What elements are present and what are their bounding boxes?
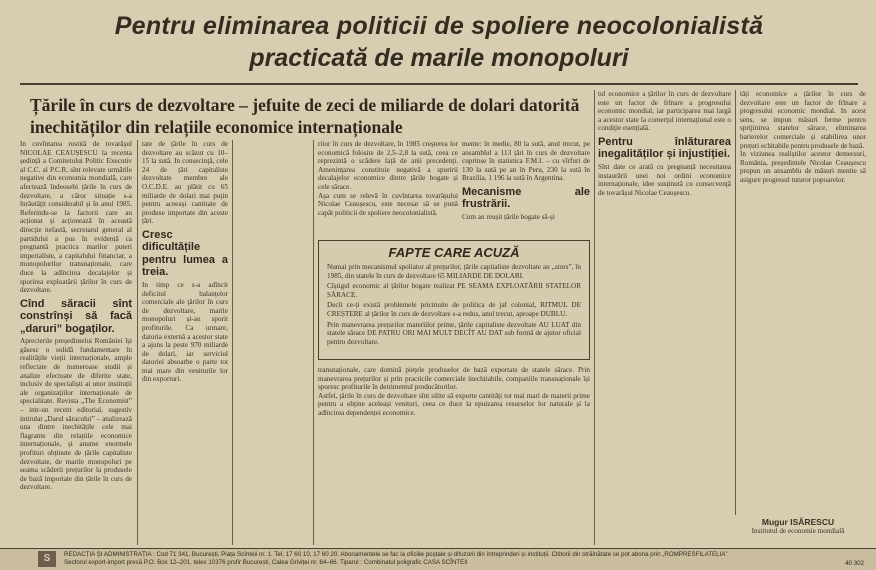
paragraph: In timp ce s-a adîncit deficitul balanțelor comerciale ale țărilor în curs de dezvoltare, marile monopoluri și-au sporit profiturile. Ca urmare, datoria externă a acestor state a ajuns la peste 970 miliarde de dolari, iar serviciul datoriei absoarbe o parte tot mai mare din veniturile lor din exporturi. xyxy=(142,280,228,384)
paragraph: Astfel, țările în curs de dezvoltare sînt silite să exporte cantități tot mai mari de materii prime pentru a obține aceleași venituri, ceea ce duce la epuizarea resurselor lor naturale și la adîncirea dependenței economice. xyxy=(318,391,590,417)
column-7 xyxy=(740,90,866,515)
paragraph: mente: în medie, 80 la sută, anul trecut, pe ansamblul a 113 țări în curs de dezvoltare cuprinse în statistica F.M.I. – cu vîrfuri de 130 la sută pe an în Peru, 230 la sută în Brazilia, 1 196 la sută în Argentina. xyxy=(462,140,590,183)
column-divider xyxy=(313,140,314,545)
paragraph: transnaționale, care domină piețele produselor de bază exportate de statele sărace. Prin manevrarea prețurilor și prin practicile comerciale inechitabile, companiile transnaționale își sporesc profiturile în detrimentul producătorilor. xyxy=(318,366,590,392)
section-heading: Pentru înlăturarea inegalităților și injustiției. xyxy=(598,135,731,161)
column-2 xyxy=(142,140,228,545)
column-6 xyxy=(598,90,731,545)
column-4 xyxy=(462,140,590,236)
paragraph: In viziunea realiștilor acestor demersuri, România, președintele Nicolae Ceaușescu propun un ansamblu de măsuri menite să asigure progresul tuturor popoarelor. xyxy=(740,150,866,184)
paragraph: Aprecierile președintelui României își găsesc o solidă fundamentare în realitățile vieții internaționale, ample reflectate de numeroase studii și analize efectuate de diferite state, inclusiv de specialiști ai unor instituții ale organizațiilor internaționale de specialitate. Revista „The Economist” – intr-un recent editorial, sugestiv intitulat „Darul săracului” – analizează una dintre inechitățile cele mai flagrante din relațiile economice internaționale, și anume enormele profituri obținute de țările capitaliste dezvoltate, de marile monopoluri pe seama scăderii prețurilor la produsele de bază importate din țările în curs de dezvoltare. xyxy=(20,337,132,492)
footer-text xyxy=(64,551,854,567)
column-divider xyxy=(232,140,233,545)
footer-line-1: REDACȚIA ȘI ADMINISTRAȚIA : Cod 71 341, București, Piața Scînteii nr. 1. Tel. 17 60 10, 17 60 20. Abonamentele se fac la oficiile poștale și difuzorii din întreprinderi și instituții. Cititorii din străinătate se pot abona prin „ROMPRESFILATELIA” xyxy=(64,551,728,558)
footer-code: 40 302 xyxy=(845,560,864,567)
section-heading: Mecanisme ale frustrării. xyxy=(462,185,590,211)
paragraph: tul economice a țărilor în curs de dezvoltare este un factor de frînare a progresului economic mondial, iar participarea mai largă a acestor state la comerțul internațional este o condiție esențială. xyxy=(598,90,731,133)
fact-item: Numai prin mecanismul spoliator al prețurilor, țările capitaliste dezvoltate au „stors”, în 1985, din statele în curs de dezvoltare 65 MILIARDE DE DOLARI. xyxy=(327,263,581,280)
paragraph: Cum au reușit țările bogate să-și xyxy=(462,212,555,221)
fact-item: Prin manevrarea prețurilor materiilor prime, țările capitaliste dezvoltate AU LUAT din statele sărace DE PATRU ORI MAI MULT DECÎT AU DAT sub formă de ajutor oficial pentru dezvoltare. xyxy=(327,320,581,346)
section-heading: Cînd săracii sînt constrînși să facă „daruri” bogaților. xyxy=(20,297,132,335)
facts-box-title: FAPTE CARE ACUZĂ xyxy=(388,245,520,260)
page-footer xyxy=(0,548,876,570)
author-name: Mugur ISĂRESCU xyxy=(761,517,835,527)
author-signature xyxy=(728,518,868,536)
headline-line-1: Pentru eliminarea politicii de spoliere neocolonialistă xyxy=(114,12,764,40)
article-subheading: Țările în curs de dezvoltare – jefuite de zeci de miliarde de dolari datorită inechităților din relațiile economice internaționale xyxy=(30,95,580,137)
author-affiliation: Institutul de economie mondială xyxy=(751,526,845,535)
fact-item: Cîștigul economic al țărilor bogate realizat PE SEAMA EXPLOATĂRII STATELOR SĂRACE. xyxy=(327,282,581,299)
paragraph: tăți economice a țărilor în curs de dezvoltare este un factor de frînare a progresului economic mondial. In acest sens, se impun măsuri ferme pentru sprijinirea statelor sărace, eliminarea barierelor comerciale și stabilirea unor prețuri echitabile pentru produsele de bază. xyxy=(740,90,866,150)
paragraph: In cuvîntarea rostită de tovarășul NICOLAE CEAUȘESCU la recenta ședință a Comitetului Politic Executiv al C.C. al P.C.R. sînt relevate urmările negative din economia mondială, care afectează îndeosebi țările în curs de dezvoltare, a căror situație s-a înrăutățit considerabil și în anul 1985. Referindu-se la factorii care au acționat și acționează în această direcție nefastă, secretarul general al partidului a pus în evidență ca pregnantă practica marilor puteri imperialiste, a capitalului financiar, a monopolurilor transnaționale, care duce la adîncirea decalajelor și sporirea exploatării țărilor în curs de dezvoltare. xyxy=(20,140,132,295)
facts-box xyxy=(318,240,590,360)
column-5 xyxy=(318,366,590,546)
paragraph: Sînt date ce arată cu pregnanță necesitatea instaurării unei noi ordini economice internaționale, idee susținută cu consecvență de tovarășul Nicolae Ceaușescu. xyxy=(598,162,731,197)
paragraph: tate de țările în curs de dezvoltare au scăzut cu 10–15 la sută. In consecință, cele 24 de țări capitaliste dezvoltate membre ale O.C.D.E. au plătit cu 65 miliarde de dolari mai puțin pentru aceeași cantitate de produse importate din aceste țări. xyxy=(142,140,228,226)
newspaper-logo: S xyxy=(38,551,56,567)
headline-line-2: practicată de marile monopoluri xyxy=(249,44,629,72)
fact-item: Decît ce-ți există problemele pricinuite de politica de jaf colonial, RITMUL DE CREȘTERE al țărilor în curs de dezvoltare s-a redus, anul trecut, aproape DUBLU. xyxy=(327,301,581,318)
section-heading: Cresc dificultățile pentru lumea a treia. xyxy=(142,228,228,279)
paragraph: Așa cum se relevă în cuvîntarea tovarășului Nicolae Ceaușescu, este necesar să se pună capăt politicii de spoliere neocolonialistă. xyxy=(318,191,458,217)
paragraph: riior în curs de dezvoltare, în 1985 creșterea lor economică folosite de 2,5–2,8 la sută, ceea ce reprezintă o scădere față de anii precedenți. Amenințarea constituie negativă a sporirii decalajelor economice dintre țările bogate și cele sărace. xyxy=(318,140,458,191)
column-divider xyxy=(594,90,595,545)
column-1 xyxy=(20,140,132,545)
column-divider xyxy=(735,90,736,515)
footer-line-2: Sectorul export-import presă P.O. Box 12–201, telex 10376 prsfir București, Calea Griviței nr. 64–66. Tiparul : Combinatul poligrafic CASA SCÎNTEII xyxy=(64,559,468,566)
headline xyxy=(20,10,858,74)
column-3 xyxy=(318,140,458,236)
headline-rule xyxy=(20,83,858,85)
column-divider xyxy=(137,140,138,545)
